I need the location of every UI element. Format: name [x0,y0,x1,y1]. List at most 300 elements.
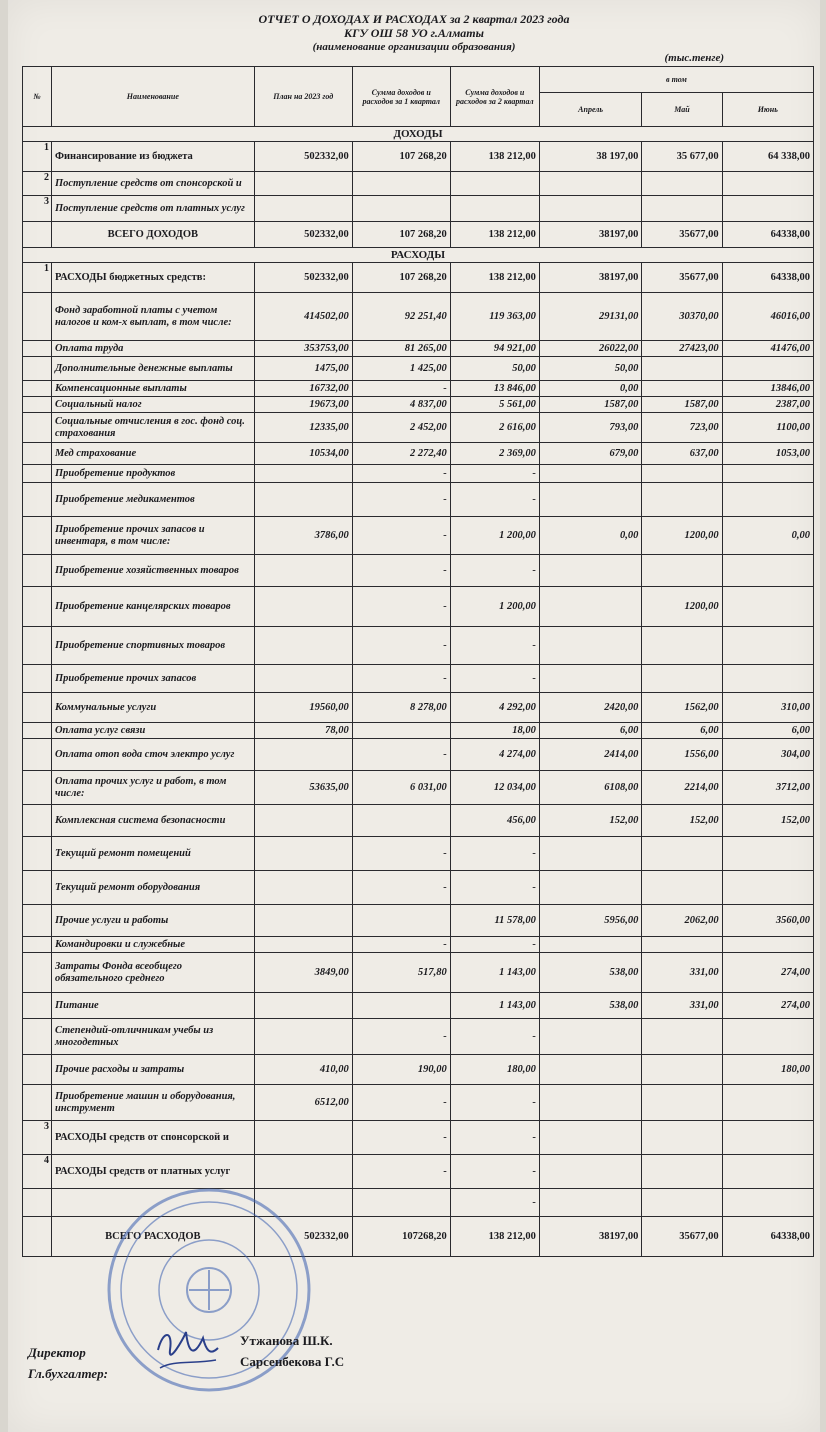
cell-q1 [352,1189,450,1217]
cell-q1: 1 425,00 [352,357,450,381]
cell-plan [254,805,352,837]
row-number [23,1085,52,1121]
signature-icon [148,1320,228,1380]
table-row [23,263,814,293]
cell-plan: 16732,00 [254,381,352,397]
cell-q1: - [352,1019,450,1055]
cell-plan [254,627,352,665]
cell-may [642,665,722,693]
cell-q1 [352,723,450,739]
cell-jun: 3712,00 [722,771,813,805]
row-name: Приобретение медикаментов [51,483,254,517]
cell-q1: 107268,20 [352,1217,450,1257]
cell-q1: 2 272,40 [352,443,450,465]
row-number [23,693,52,723]
cell-may: 2062,00 [642,905,722,937]
table-row [23,196,814,222]
cell-may: 1200,00 [642,517,722,555]
row-number: 1 [23,142,52,172]
cell-q2: 138 212,00 [450,222,539,248]
cell-plan: 1475,00 [254,357,352,381]
cell-may: 6,00 [642,723,722,739]
cell-q1: 81 265,00 [352,341,450,357]
cell-may: 27423,00 [642,341,722,357]
cell-q2: - [450,1189,539,1217]
cell-q2: 1 143,00 [450,953,539,993]
cell-jun: 152,00 [722,805,813,837]
report-title: ОТЧЕТ О ДОХОДАХ И РАСХОДАХ за 2 квартал 2023 года [258,12,570,26]
row-name: Прочие расходы и затраты [51,1055,254,1085]
cell-jun: 274,00 [722,993,813,1019]
cell-apr [539,587,641,627]
cell-plan: 3786,00 [254,517,352,555]
row-number: 1 [23,263,52,293]
row-number [23,222,52,248]
col-header-june: Июнь [722,93,813,127]
cell-apr: 2414,00 [539,739,641,771]
row-number [23,871,52,905]
cell-may: 35 677,00 [642,142,722,172]
cell-may: 331,00 [642,993,722,1019]
cell-plan [254,483,352,517]
cell-apr [539,555,641,587]
signature-labels [28,1342,108,1384]
row-number [23,937,52,953]
cell-q1: - [352,555,450,587]
row-number [23,413,52,443]
cell-plan: 353753,00 [254,341,352,357]
cell-q1 [352,993,450,1019]
table-row [23,1019,814,1055]
cell-apr: 38 197,00 [539,142,641,172]
cell-q1: - [352,465,450,483]
cell-q2: 4 292,00 [450,693,539,723]
row-number [23,1019,52,1055]
table-row [23,381,814,397]
cell-apr: 5956,00 [539,905,641,937]
row-name: Затраты Фонда всеобщего обязательного среднего [51,953,254,993]
cell-q2: 1 200,00 [450,587,539,627]
row-number [23,993,52,1019]
table-row [23,665,814,693]
row-name: Коммунальные услуги [51,693,254,723]
row-number [23,381,52,397]
cell-plan [254,993,352,1019]
cell-q2: - [450,483,539,517]
row-name: Прочие услуги и работы [51,905,254,937]
cell-q2: 5 561,00 [450,397,539,413]
cell-jun: 304,00 [722,739,813,771]
cell-apr [539,483,641,517]
row-number: 4 [23,1155,52,1189]
cell-q1: - [352,1121,450,1155]
row-number [23,771,52,805]
cell-jun [722,937,813,953]
organization-note: (наименование организации образования) [312,41,516,53]
row-number [23,517,52,555]
cell-plan: 3849,00 [254,953,352,993]
row-name: Дополнительные денежные выплаты [51,357,254,381]
cell-apr: 6108,00 [539,771,641,805]
cell-q1: - [352,665,450,693]
cell-jun: 3560,00 [722,905,813,937]
row-name: Приобретение прочих запасов [51,665,254,693]
cell-plan: 502332,00 [254,1217,352,1257]
cell-jun [722,465,813,483]
row-name: Приобретение прочих запасов и инвентаря, в том числе: [51,517,254,555]
income-expense-table [22,66,814,1257]
cell-plan: 414502,00 [254,293,352,341]
cell-q1 [352,196,450,222]
cell-plan [254,937,352,953]
row-name: Оплата отоп вода сточ электро услуг [51,739,254,771]
cell-apr [539,1189,641,1217]
cell-q1: 190,00 [352,1055,450,1085]
cell-plan: 6512,00 [254,1085,352,1121]
table-row [23,723,814,739]
col-header-q1: Сумма доходов и расходов за 1 квартал [352,67,450,127]
cell-plan [254,172,352,196]
cell-jun: 1100,00 [722,413,813,443]
row-number [23,805,52,837]
cell-plan: 19673,00 [254,397,352,413]
table-row [23,341,814,357]
cell-jun [722,665,813,693]
table-row [23,937,814,953]
cell-plan [254,739,352,771]
cell-may [642,1055,722,1085]
cell-may [642,483,722,517]
cell-jun [722,1085,813,1121]
col-header-name: Наименование [51,67,254,127]
report-sheet [8,0,820,1432]
cell-may [642,357,722,381]
cell-jun: 274,00 [722,953,813,993]
director-label: Директор [28,1345,86,1360]
cell-may [642,381,722,397]
table-row [23,465,814,483]
row-number: 3 [23,1121,52,1155]
cell-q2: - [450,937,539,953]
cell-apr: 26022,00 [539,341,641,357]
cell-q2: 94 921,00 [450,341,539,357]
cell-jun: 1053,00 [722,443,813,465]
cell-q2: - [450,837,539,871]
row-name: ВСЕГО РАСХОДОВ [51,1217,254,1257]
cell-q1: 4 837,00 [352,397,450,413]
cell-plan: 502332,00 [254,142,352,172]
cell-apr: 6,00 [539,723,641,739]
table-row [23,905,814,937]
col-header-no: № [23,67,52,127]
cell-may: 35677,00 [642,222,722,248]
row-number [23,627,52,665]
row-number [23,293,52,341]
row-name: РАСХОДЫ бюджетных средств: [51,263,254,293]
row-number [23,483,52,517]
cell-q2: - [450,555,539,587]
cell-jun [722,1155,813,1189]
cell-apr: 29131,00 [539,293,641,341]
cell-apr [539,172,641,196]
row-name: Приобретение канцелярских товаров [51,587,254,627]
cell-jun: 6,00 [722,723,813,739]
row-name: Степендий-отличникам учебы из многодетных [51,1019,254,1055]
cell-q2: 50,00 [450,357,539,381]
cell-may: 723,00 [642,413,722,443]
cell-apr [539,465,641,483]
accountant-name: Сарсенбекова Г.С [240,1354,345,1369]
cell-plan: 410,00 [254,1055,352,1085]
cell-jun: 41476,00 [722,341,813,357]
cell-q2: - [450,627,539,665]
row-name: Приобретение продуктов [51,465,254,483]
row-number [23,357,52,381]
row-name: Оплата труда [51,341,254,357]
cell-plan [254,196,352,222]
cell-q2 [450,196,539,222]
table-row [23,627,814,665]
cell-jun: 180,00 [722,1055,813,1085]
row-number [23,397,52,413]
cell-may [642,837,722,871]
cell-apr [539,1121,641,1155]
cell-q1: - [352,871,450,905]
cell-q1: - [352,587,450,627]
cell-may [642,465,722,483]
cell-jun [722,1019,813,1055]
cell-apr: 152,00 [539,805,641,837]
cell-q2: 12 034,00 [450,771,539,805]
col-header-april: Апрель [539,93,641,127]
cell-plan: 53635,00 [254,771,352,805]
cell-q2: - [450,1121,539,1155]
cell-may: 1562,00 [642,693,722,723]
cell-jun: 64338,00 [722,1217,813,1257]
row-name: Приобретение машин и оборудования, инструмент [51,1085,254,1121]
row-name: Финансирование из бюджета [51,142,254,172]
cell-q2: 138 212,00 [450,142,539,172]
cell-q2: 2 369,00 [450,443,539,465]
row-name: Оплата прочих услуг и работ, в том числе: [51,771,254,805]
cell-jun [722,627,813,665]
cell-q1: 517,80 [352,953,450,993]
organization-name: КГУ ОШ 58 УО г.Алматы [344,26,484,40]
cell-q1: 107 268,20 [352,142,450,172]
cell-apr [539,871,641,905]
cell-q1: - [352,517,450,555]
cell-may: 35677,00 [642,1217,722,1257]
cell-apr: 0,00 [539,381,641,397]
row-number [23,1055,52,1085]
cell-q2: - [450,1155,539,1189]
row-number [23,555,52,587]
cell-plan [254,587,352,627]
table-row [23,443,814,465]
table-row [23,357,814,381]
row-name: ВСЕГО ДОХОДОВ [51,222,254,248]
row-name: РАСХОДЫ средств от спонсорской и [51,1121,254,1155]
table-row [23,1121,814,1155]
row-number [23,1217,52,1257]
row-number: 3 [23,196,52,222]
cell-apr [539,837,641,871]
table-row [23,555,814,587]
cell-plan: 19560,00 [254,693,352,723]
cell-jun: 64 338,00 [722,142,813,172]
cell-jun: 310,00 [722,693,813,723]
cell-q2: 138 212,00 [450,1217,539,1257]
table-row [23,837,814,871]
table-row [23,1055,814,1085]
cell-plan: 502332,00 [254,263,352,293]
col-header-plan: План на 2023 год [254,67,352,127]
cell-plan: 78,00 [254,723,352,739]
col-header-incl: в том [539,67,813,93]
table-row [23,871,814,905]
cell-may [642,1019,722,1055]
cell-q2: 1 143,00 [450,993,539,1019]
cell-jun [722,837,813,871]
cell-plan: 10534,00 [254,443,352,465]
cell-q2: 180,00 [450,1055,539,1085]
cell-jun [722,172,813,196]
table-row [23,397,814,413]
cell-may [642,1155,722,1189]
cell-q2: - [450,665,539,693]
row-name: Поступление средств от платных услуг [51,196,254,222]
cell-may: 30370,00 [642,293,722,341]
row-name: Питание [51,993,254,1019]
cell-may [642,871,722,905]
row-number [23,443,52,465]
row-name: Социальные отчисления в гос. фонд соц. страхования [51,413,254,443]
cell-plan [254,1121,352,1155]
cell-q2: - [450,1085,539,1121]
cell-may [642,172,722,196]
row-name: Приобретение спортивных товаров [51,627,254,665]
cell-jun: 2387,00 [722,397,813,413]
cell-q2: 1 200,00 [450,517,539,555]
cell-q1: 6 031,00 [352,771,450,805]
cell-q1 [352,905,450,937]
section-income: ДОХОДЫ [23,127,814,142]
cell-plan [254,665,352,693]
cell-jun [722,587,813,627]
cell-may: 152,00 [642,805,722,837]
table-row [23,293,814,341]
cell-plan: 502332,00 [254,222,352,248]
cell-apr: 38197,00 [539,1217,641,1257]
table-row [23,993,814,1019]
cell-apr: 2420,00 [539,693,641,723]
row-name: Фонд заработной платы с учетом налогов и ком-х выплат, в том числе: [51,293,254,341]
cell-q1: 107 268,20 [352,222,450,248]
cell-plan [254,837,352,871]
cell-apr: 538,00 [539,993,641,1019]
cell-q1: - [352,483,450,517]
cell-jun [722,555,813,587]
cell-q1: 107 268,20 [352,263,450,293]
cell-q1: - [352,1085,450,1121]
cell-jun: 46016,00 [722,293,813,341]
row-name: РАСХОДЫ средств от платных услуг [51,1155,254,1189]
cell-q2: 456,00 [450,805,539,837]
row-number [23,837,52,871]
row-name: Текущий ремонт оборудования [51,871,254,905]
table-row [23,693,814,723]
table-row [23,517,814,555]
row-number [23,587,52,627]
cell-q2: 119 363,00 [450,293,539,341]
cell-q1 [352,805,450,837]
cell-apr: 679,00 [539,443,641,465]
cell-jun [722,871,813,905]
row-number [23,739,52,771]
cell-apr [539,1055,641,1085]
cell-plan [254,871,352,905]
cell-jun: 64338,00 [722,222,813,248]
table-row [23,805,814,837]
cell-apr [539,627,641,665]
cell-q2: - [450,1019,539,1055]
cell-plan [254,905,352,937]
cell-may [642,555,722,587]
row-name: Приобретение хозяйственных товаров [51,555,254,587]
cell-q1: - [352,837,450,871]
row-name: Социальный налог [51,397,254,413]
cell-apr: 538,00 [539,953,641,993]
cell-may: 2214,00 [642,771,722,805]
row-name: Командировки и служебные [51,937,254,953]
cell-q2: - [450,465,539,483]
cell-apr [539,937,641,953]
cell-apr: 38197,00 [539,222,641,248]
table-row [23,587,814,627]
cell-q1: - [352,381,450,397]
cell-apr: 38197,00 [539,263,641,293]
row-name: Оплата услуг связи [51,723,254,739]
cell-jun: 13846,00 [722,381,813,397]
row-number: 2 [23,172,52,196]
table-row [23,142,814,172]
cell-apr: 793,00 [539,413,641,443]
cell-may [642,627,722,665]
signature-names [240,1330,344,1372]
row-name: Текущий ремонт помещений [51,837,254,871]
row-name: Мед страхование [51,443,254,465]
cell-may: 35677,00 [642,263,722,293]
cell-jun [722,1189,813,1217]
cell-q2: 138 212,00 [450,263,539,293]
col-header-q2: Сумма доходов и расходов за 2 квартал [450,67,539,127]
table-row [23,172,814,196]
cell-q2: 4 274,00 [450,739,539,771]
cell-q2 [450,172,539,196]
cell-q2: 13 846,00 [450,381,539,397]
cell-may: 1200,00 [642,587,722,627]
row-name: Комплексная система безопасности [51,805,254,837]
cell-apr [539,1155,641,1189]
cell-may: 637,00 [642,443,722,465]
table-row [23,953,814,993]
accountant-label: Гл.бухгалтер: [28,1366,109,1381]
units-label: (тыс.тенге) [664,52,724,64]
cell-may [642,196,722,222]
table-row [23,1085,814,1121]
cell-q1 [352,172,450,196]
cell-jun [722,1121,813,1155]
